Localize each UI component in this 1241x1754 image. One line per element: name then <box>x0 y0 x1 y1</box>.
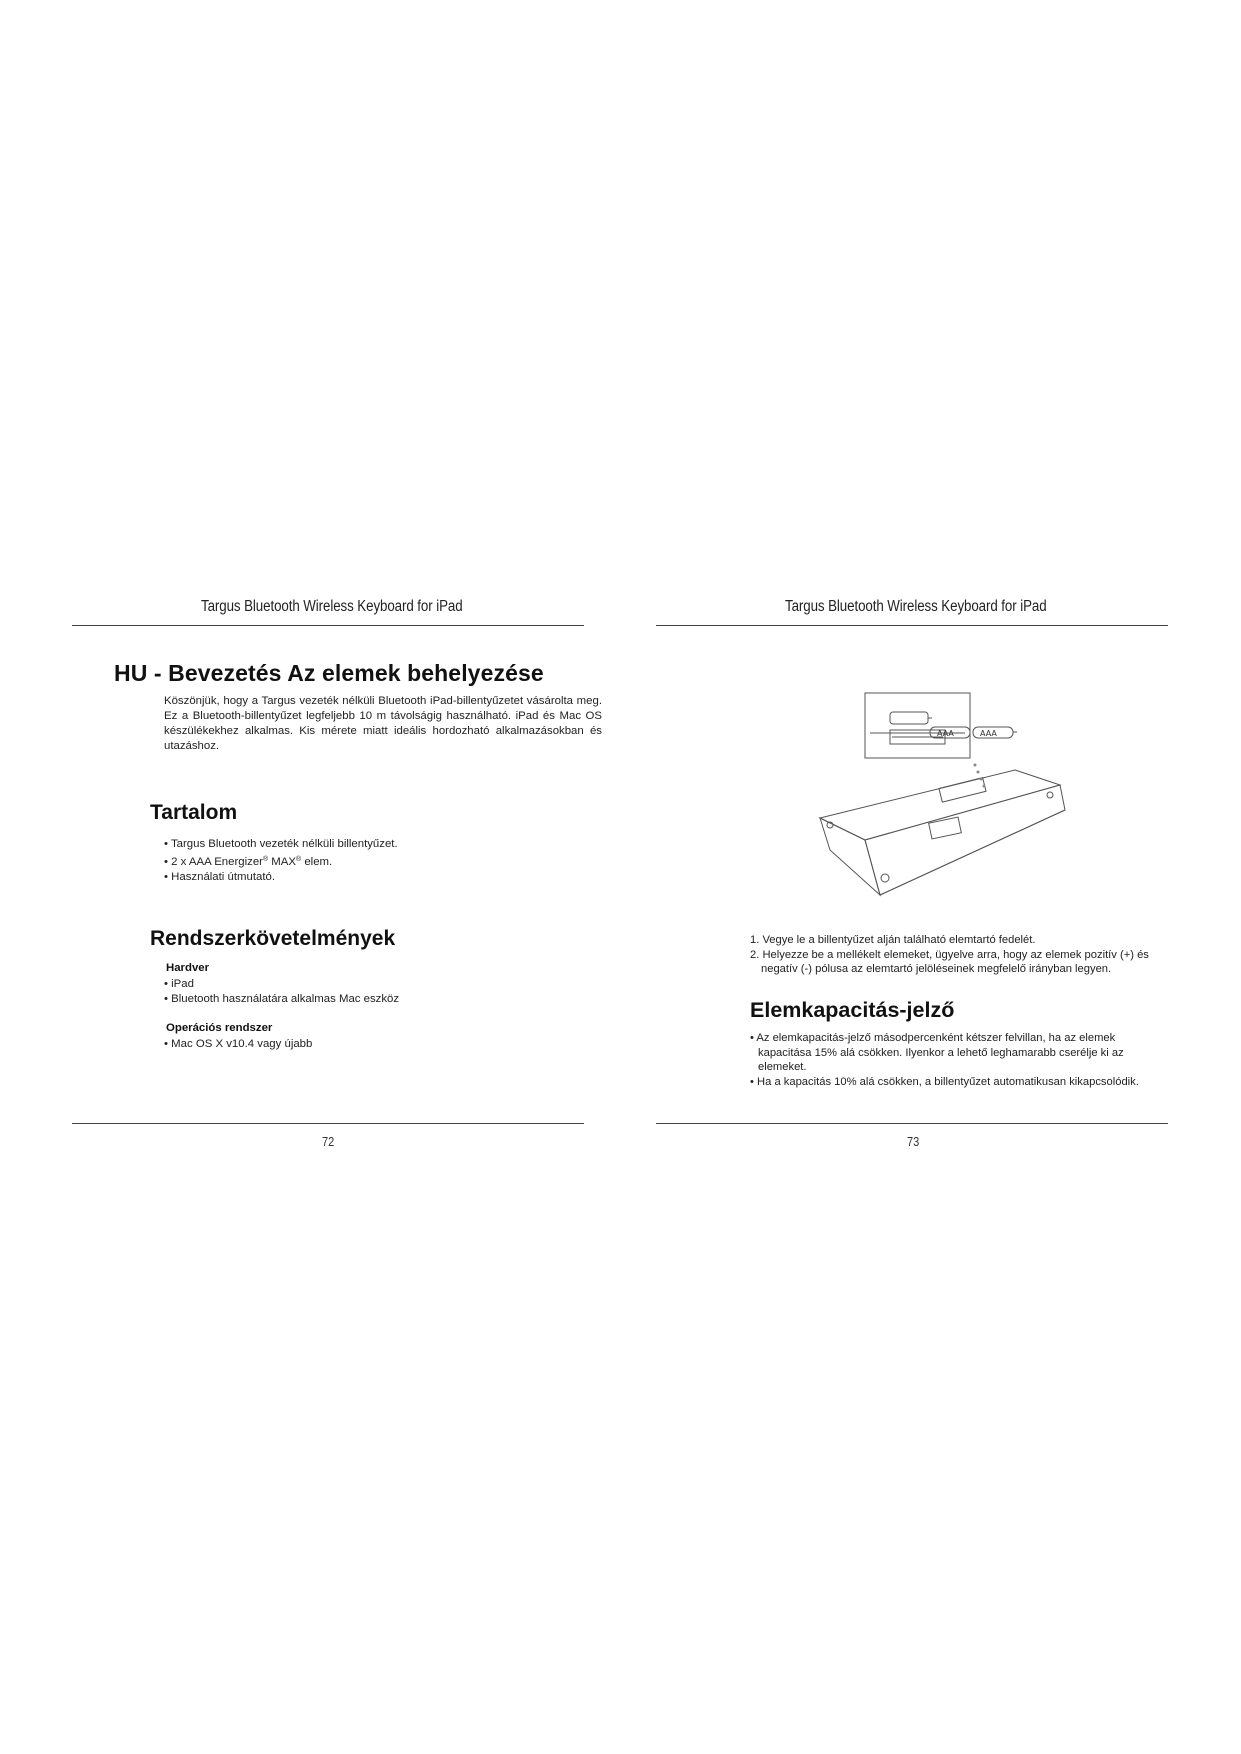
battery-cover <box>939 778 986 802</box>
foot-front <box>881 874 889 882</box>
requirements-heading: Rendszerkövetelmények <box>150 927 396 950</box>
hardware-list <box>164 977 399 1007</box>
header-rule <box>72 625 584 626</box>
keyboard-top <box>820 770 1060 840</box>
footer-rule <box>656 1123 1168 1124</box>
battery-indicator-heading: Elemkapacitás-jelző <box>750 998 955 1022</box>
battery-indicator-list <box>750 1031 1170 1089</box>
list-item: • Bluetooth használatára alkalmas Mac eszköz <box>164 992 399 1007</box>
running-header: Targus Bluetooth Wireless Keyboard for iPad <box>201 598 463 615</box>
page-number: 73 <box>907 1134 920 1149</box>
inset-box <box>865 693 970 758</box>
intro-paragraph: Köszönjük, hogy a Targus vezeték nélküli Bluetooth iPad-billentyűzetet vásárolta meg. Ez a Bluetooth-billentyűzet legfeljebb 10 m távolságig használható. iPad és Mac OS készülékekhez alkalmas. Kis mérete miatt ideális hordozható alkalmazásokban és utazáshoz. <box>164 695 602 752</box>
list-item: • Ha a kapacitás 10% alá csökken, a billentyűzet automatikusan kikapcsolódik. <box>750 1075 1170 1090</box>
footer-rule <box>72 1123 584 1124</box>
battery-installation-illustration <box>810 690 1080 920</box>
battery-label-2: AAA <box>980 729 997 738</box>
list-item: • Mac OS X v10.4 vagy újabb <box>164 1037 312 1052</box>
battery-label-1: AAA <box>937 729 954 738</box>
os-list <box>164 1037 312 1052</box>
os-heading: Operációs rendszer <box>166 1022 273 1034</box>
list-item: • iPad <box>164 977 399 992</box>
right-page <box>620 0 1241 1754</box>
foot-back <box>1047 792 1053 798</box>
running-header: Targus Bluetooth Wireless Keyboard for iPad <box>785 598 1047 615</box>
contents-list <box>164 837 398 885</box>
install-steps <box>750 933 1160 977</box>
keyboard-body <box>865 785 1065 895</box>
keyboard-base <box>820 818 880 895</box>
contents-heading: Tartalom <box>150 801 238 824</box>
list-item: • 2 x AAA Energizer® MAX® elem. <box>164 852 398 870</box>
inset-battery-outline <box>890 712 928 724</box>
list-item: 1. Vegye le a billentyűzet alján található elemtartó fedelét. <box>750 934 1036 946</box>
page-number: 72 <box>322 1134 335 1149</box>
list-item: • Az elemkapacitás-jelző másodpercenként kétszer felvillan, ha az elemek kapacitása 15% alá csökken. Ilyenkor a lehető leghamarabb cserélje ki az elemeket. <box>750 1031 1170 1075</box>
page-title: HU - Bevezetés Az elemek behelyezése <box>114 660 544 686</box>
left-page <box>0 0 620 1754</box>
list-item: • Használati útmutató. <box>164 870 398 885</box>
hardware-heading: Hardver <box>166 962 210 974</box>
header-rule <box>656 625 1168 626</box>
list-item: • Targus Bluetooth vezeték nélküli billentyűzet. <box>164 837 398 852</box>
list-item: 2. Helyezze be a mellékelt elemeket, ügyelve arra, hogy az elemek pozitív (+) és negatív (-) pólusa az elemtartó jelöléseinek megfelelő irányban legyen. <box>750 948 1149 975</box>
